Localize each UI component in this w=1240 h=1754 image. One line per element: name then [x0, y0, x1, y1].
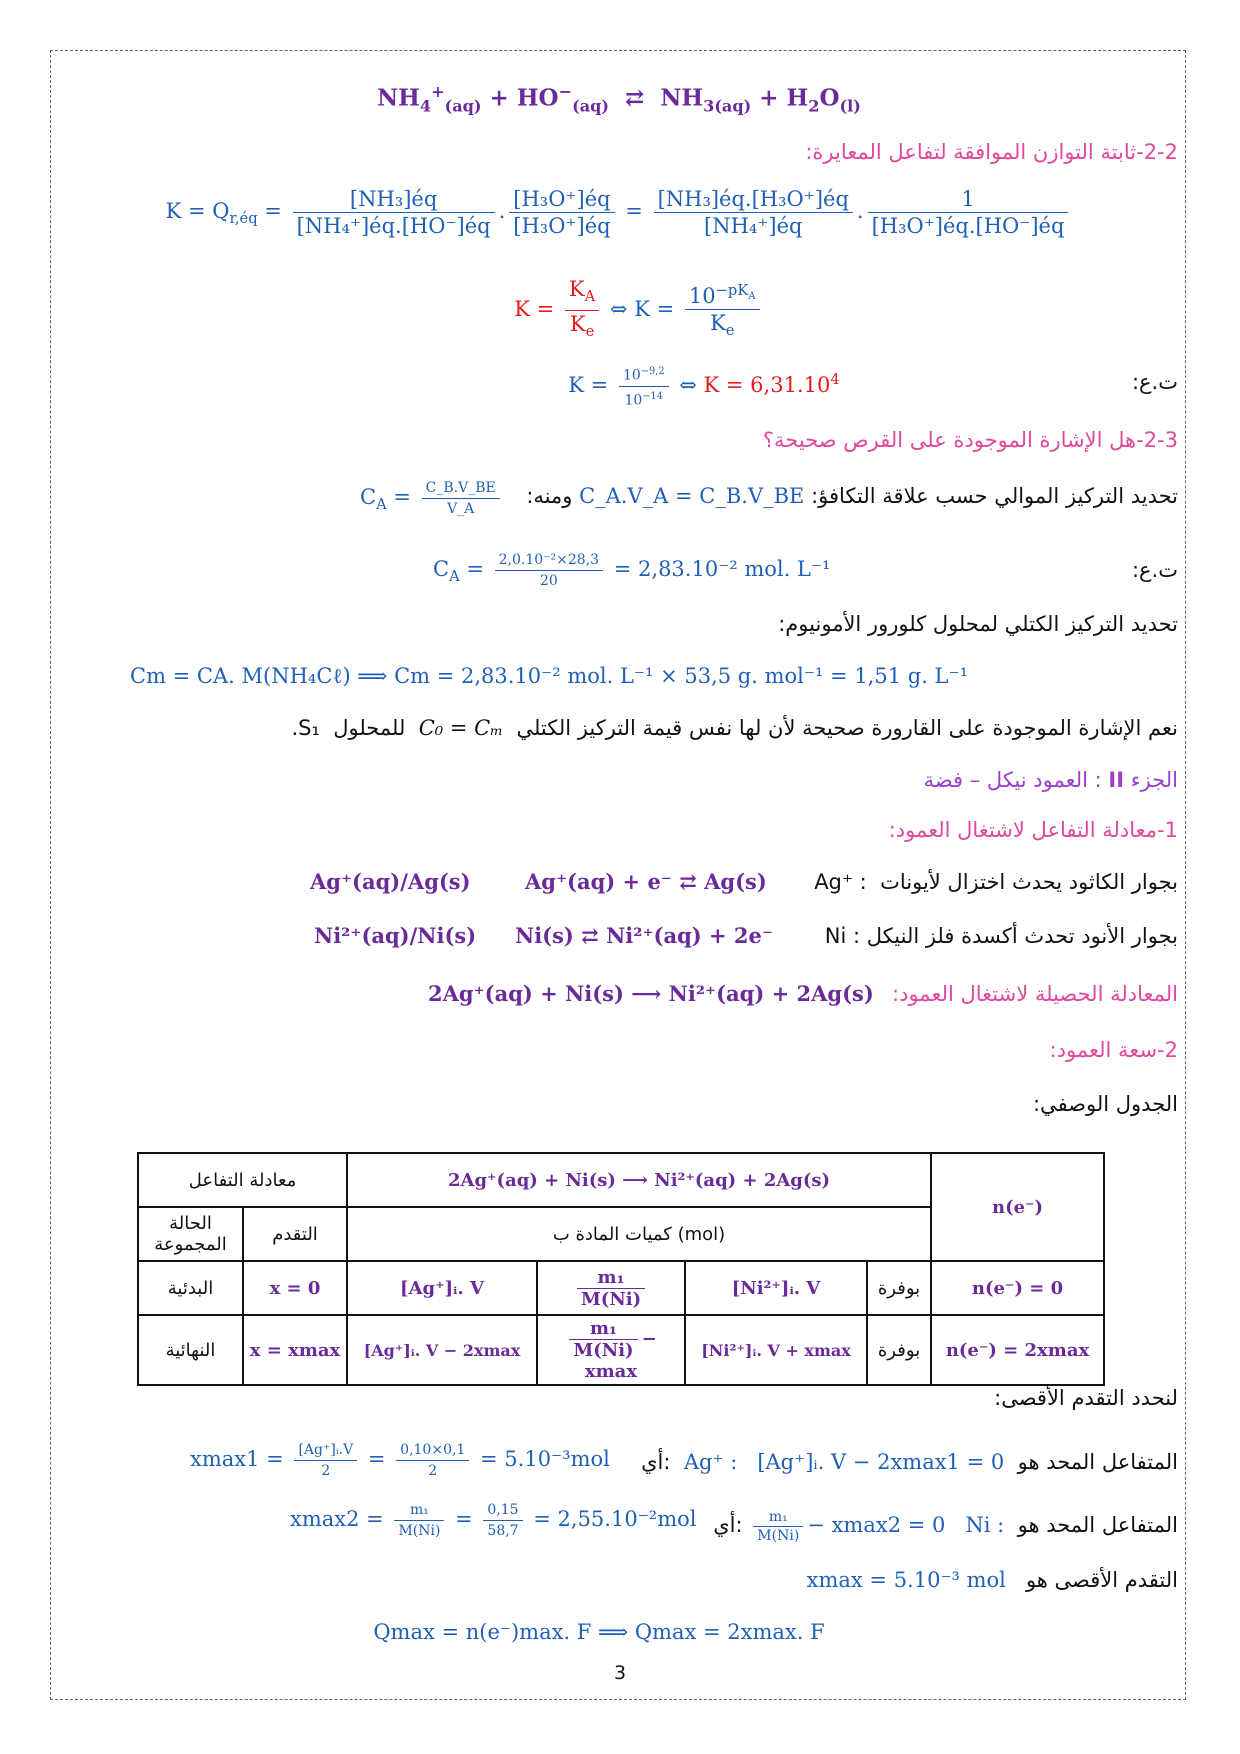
cm-title: تحديد التركيز الكتلي لمحلول كلورور الأمونيوم: — [778, 612, 1178, 636]
row-initial-x: x = 0 — [243, 1261, 347, 1315]
section-2-title: 2-سعة العمود: — [1049, 1038, 1178, 1062]
row-initial-ni2: [Ni²⁺]ᵢ. V — [685, 1261, 867, 1315]
overall-text: المعادلة الحصيلة لاشتغال العمود: — [892, 982, 1178, 1006]
k-ka-relation: K = $\frac{K_A}{K_e}$ ⇔ K = $\frac{10^{-pK_A}}{K_e}$ — [60, 276, 1178, 345]
limiting-2-calc: xmax2 = $\frac{\text{m₁}}{M(Ni)}$ = $\frac{0,15}{58,7}$ = 2,55.10⁻²mol — [290, 1502, 697, 1539]
limiting-2-text: المتفاعل المحد هو Ni : $\frac{\text{m₁}}{M(Ni)}$ − xmax2 = 0 :أي — [713, 1509, 1178, 1544]
section-2-3-title: 2-3-هل الإشارة الموجودة على القرص صحيحة؟ — [762, 428, 1178, 452]
row-final-ni2: [Ni²⁺]ᵢ. V + xmax — [685, 1315, 867, 1385]
table-title: الجدول الوصفي: — [1032, 1092, 1178, 1116]
row-initial-state: البدئية — [138, 1261, 243, 1315]
header-state: الحالة المجموعة — [138, 1207, 243, 1261]
fraction-4: $\frac{1}{\text{[H₃O⁺]éq.[HO⁻]éq}}$ — [868, 186, 1069, 239]
cathode-couple: Ag⁺(aq)/Ag(s) — [310, 869, 471, 894]
section-1-title: 1-معادلة التفاعل لاشتغال العمود: — [888, 818, 1178, 842]
header-advancement: التقدم — [243, 1207, 347, 1261]
ca-formula: $C_A$ = $\frac{C\_B.V\_BE}{V\_A}$ — [360, 478, 560, 519]
row-final-state: النهائية — [138, 1315, 243, 1385]
header-quantities: كميات المادة ب (mol) — [347, 1207, 931, 1261]
k-numeric-label: ت.ع: — [1131, 370, 1178, 394]
row-initial-ag-solid: بوفرة — [867, 1261, 931, 1315]
row-initial-ne: n(e⁻) = 0 — [931, 1261, 1104, 1315]
cathode-half-equation: Ag⁺(aq) + e⁻ ⇄ Ag(s) — [525, 869, 767, 894]
limiting-1-calc: xmax1 = $\frac{\text{[Ag⁺]ᵢ.V}}{2}$ = $\frac{0,10\times 0,1}{2}$ = 5.10⁻³mol — [190, 1442, 610, 1479]
row-final-ni: $\frac{\text{m₁}}{M(Ni)}$ − xmax — [537, 1315, 685, 1385]
limiting-1-text: المتفاعل المحد هو Ag⁺ : [Ag⁺]ᵢ. V − 2xmax1 = 0 :أي — [641, 1450, 1178, 1474]
page-number: 3 — [613, 1662, 627, 1684]
xmax-final: التقدم الأقصى هو xmax = 5.10⁻³ mol — [806, 1568, 1178, 1592]
header-equation-label: معادلة التفاعل — [138, 1153, 347, 1207]
row-final-ag-solid: بوفرة — [867, 1315, 931, 1385]
titration-equation: $NH_4^+_{(aq)} + HO^-_{(aq)}$ ⇄ $NH_{3(aq)} + H_2O_{(l)}$ — [377, 82, 861, 116]
ca-numeric-label: ت.ع: — [1131, 558, 1178, 582]
row-final-ne: n(e⁻) = 2xmax — [931, 1315, 1104, 1385]
xmax-title: لنحدد التقدم الأقصى: — [994, 1386, 1178, 1410]
row-initial-ag: [Ag⁺]ᵢ. V — [347, 1261, 537, 1315]
k-numeric: K = $\frac{10^{-9,2}}{10^{-14}}$ ⇔ $K = 6,31.10^4$ — [60, 362, 1178, 410]
k-expression: $K = Q_{r,éq}$ = $\frac{\text{[NH₃]éq}}{\text{[NH₄⁺]éq.[HO⁻]éq}}$ . $\frac{\text{[H₃O⁺]éq}}{\text{[H₃O⁺]éq}}$ = $\frac{\text{[NH₃]éq.[H₃O⁺]éq}}{\text{[NH₄⁺]éq}}$ . $\frac{1}{\text{[H₃O⁺]éq.[HO⁻]éq}}$ — [60, 186, 1178, 239]
overall-equation: 2Ag⁺(aq) + Ni(s) ⟶ Ni²⁺(aq) + 2Ag(s) — [428, 981, 874, 1006]
anode-couple: Ni²⁺(aq)/Ni(s) — [314, 923, 477, 948]
section-2-2-title: 2-2-ثابتة التوازن الموافقة لتفاعل المعايرة: — [805, 140, 1178, 164]
fraction-2: $\frac{\text{[H₃O⁺]éq}}{\text{[H₃O⁺]éq}}$ — [509, 186, 614, 239]
anode-text: بجوار الأنود تحدث أكسدة فلز النيكل Ni : — [824, 924, 1178, 948]
row-final-ag: [Ag⁺]ᵢ. V − 2xmax — [347, 1315, 537, 1385]
ca-numeric: $C_A$ = $\frac{\text{2,0.10⁻²×28,3}}{20}$ = 2,83.10⁻² mol. L⁻¹ — [433, 552, 831, 589]
cathode-text: بجوار الكاثود يحدث اختزال لأيونات Ag⁺ : — [814, 870, 1178, 894]
anode-half-equation: Ni(s) ⇄ Ni²⁺(aq) + 2e⁻ — [515, 923, 773, 948]
header-equation: 2Ag⁺(aq) + Ni(s) ⟶ Ni²⁺(aq) + 2Ag(s) — [347, 1153, 931, 1207]
row-final-x: x = xmax — [243, 1315, 347, 1385]
fraction-3: $\frac{\text{[NH₃]éq.[H₃O⁺]éq}}{\text{[NH₄⁺]éq}}$ — [654, 186, 853, 239]
qmax-equation: Qmax = n(e⁻)max. F ⟹ Qmax = 2xmax. F — [373, 1620, 825, 1644]
descriptive-table — [137, 1152, 1105, 1386]
row-initial-ni: $\frac{\text{m₁}}{M(Ni)}$ — [537, 1261, 685, 1315]
part-2-heading: الجزء II : العمود نيكل – فضة — [923, 768, 1178, 792]
fraction-1: $\frac{\text{[NH₃]éq}}{\text{[NH₄⁺]éq.[HO⁻]éq}}$ — [293, 186, 495, 239]
ca-determination: تحديد التركيز الموالي حسب علاقة التكافؤ: C_A.V_A = C_B.V_BE ومنه: — [526, 484, 1178, 508]
conclusion: نعم الإشارة الموجودة على القارورة صحيحة لأن لها نفس قيمة التركيز الكتلي C₀ = Cₘ للمحلول S₁. — [291, 716, 1178, 740]
header-ne: n(e⁻) — [931, 1153, 1104, 1261]
cm-equation: Cm = CA. M(NH₄Cℓ) ⟹ Cm = 2,83.10⁻² mol. L⁻¹ × 53,5 g. mol⁻¹ = 1,51 g. L⁻¹ — [130, 664, 968, 688]
